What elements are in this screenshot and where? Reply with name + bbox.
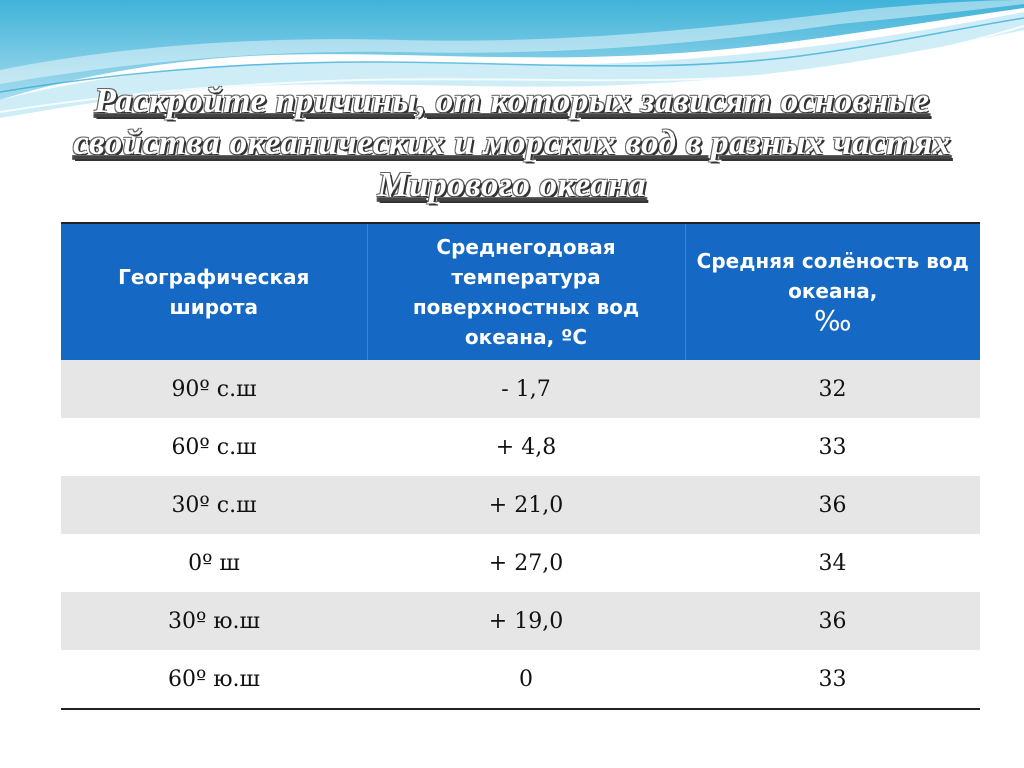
slide-title: Раскройте причины, от которых зависят основные свойства океанических и морских вод в разных частях Мирового океана — [73, 81, 951, 204]
latitude-cell: 60º с.ш — [61, 418, 367, 476]
temperature-cell: - 1,7 — [367, 360, 685, 418]
temperature-cell: + 19,0 — [367, 592, 685, 650]
latitude-cell: 30º ю.ш — [61, 592, 367, 650]
salinity-cell: 36 — [685, 592, 980, 650]
table-row — [61, 476, 980, 534]
table-row — [61, 360, 980, 418]
latitude-cell: 90º с.ш — [61, 360, 367, 418]
header-latitude: Географическая широта — [61, 223, 367, 360]
salinity-cell: 33 — [685, 650, 980, 709]
table-row — [61, 418, 980, 476]
latitude-cell: 30º с.ш — [61, 476, 367, 534]
temperature-cell: + 27,0 — [367, 534, 685, 592]
table-header-row — [61, 223, 980, 360]
salinity-cell: 33 — [685, 418, 980, 476]
table-row — [61, 650, 980, 709]
ocean-properties-table — [61, 222, 980, 710]
header-temperature: Среднегодовая температура поверхностных вод океана, ºС — [367, 223, 685, 360]
latitude-cell: 0º ш — [61, 534, 367, 592]
salinity-cell: 36 — [685, 476, 980, 534]
salinity-cell: 32 — [685, 360, 980, 418]
salinity-cell: 34 — [685, 534, 980, 592]
temperature-cell: + 21,0 — [367, 476, 685, 534]
table-row — [61, 592, 980, 650]
header-salinity-label: Средняя солёность вод океана, — [696, 249, 969, 303]
temperature-cell: 0 — [367, 650, 685, 709]
permille-symbol: ‰ — [813, 304, 852, 337]
temperature-cell: + 4,8 — [367, 418, 685, 476]
header-salinity — [685, 223, 980, 360]
latitude-cell: 60º ю.ш — [61, 650, 367, 709]
table-row — [61, 534, 980, 592]
